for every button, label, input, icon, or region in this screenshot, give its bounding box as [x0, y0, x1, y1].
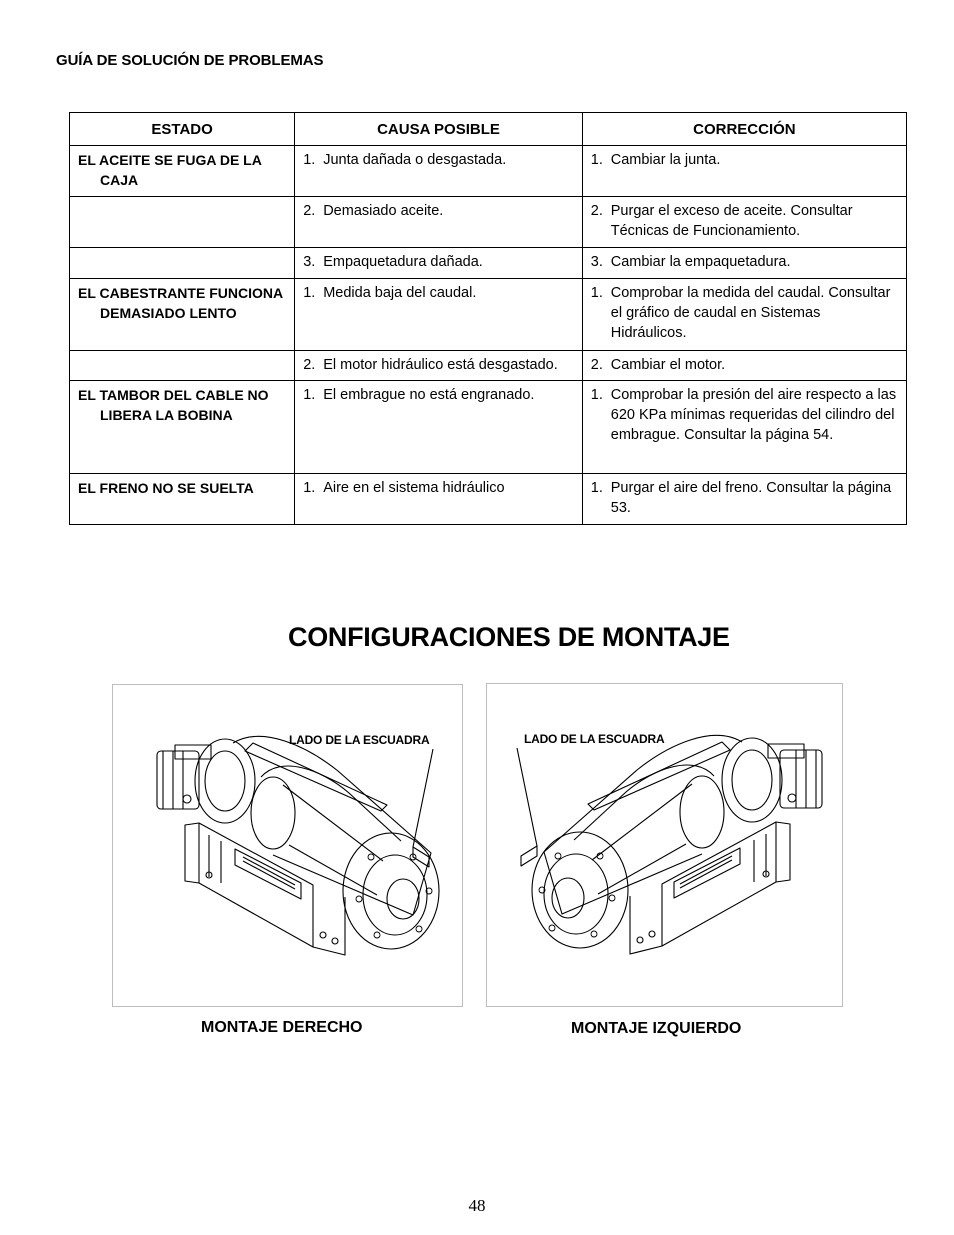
causa-num: 1.	[303, 480, 316, 496]
correccion-num: 1.	[590, 152, 603, 168]
causa-text: Medida baja del caudal.	[323, 285, 477, 301]
causa-cell	[295, 474, 583, 525]
section-title: GUÍA DE SOLUCIÓN DE PROBLEMAS	[56, 52, 324, 69]
winch-drawing-right	[113, 685, 462, 1006]
causa-cell	[295, 248, 583, 279]
causa-num: 1.	[303, 152, 316, 168]
estado-cell: EL TAMBOR DEL CABLE NO LIBERA LA BOBINA	[70, 381, 295, 474]
estado-cell	[70, 248, 295, 279]
table-row	[70, 381, 907, 474]
correccion-num: 3.	[590, 254, 603, 270]
correccion-cell	[582, 279, 906, 351]
causa-text: El embrague no está engranado.	[323, 387, 535, 403]
correccion-cell	[582, 351, 906, 381]
caption-right-mount: MONTAJE DERECHO	[201, 1019, 363, 1036]
bracket-side-callout: LADO DE LA ESCUADRA	[289, 733, 430, 747]
correccion-cell	[582, 197, 906, 248]
causa-text: Junta dañada o desgastada.	[323, 152, 507, 168]
causa-text: Empaquetadura dañada.	[323, 254, 483, 270]
header-causa: CAUSA POSIBLE	[295, 113, 583, 146]
table-row	[70, 146, 907, 197]
causa-cell	[295, 381, 583, 474]
header-estado: ESTADO	[70, 113, 295, 146]
correccion-text: Purgar el exceso de aceite. Consultar Técnicas de Funcionamiento.	[610, 203, 853, 239]
correccion-cell	[582, 474, 906, 525]
caption-left-mount: MONTAJE IZQUIERDO	[571, 1020, 742, 1037]
table-row	[70, 351, 907, 381]
estado-cell: EL FRENO NO SE SUELTA	[70, 474, 295, 525]
causa-cell	[295, 146, 583, 197]
estado-cell	[70, 351, 295, 381]
header-correccion: CORRECCIÓN	[582, 113, 906, 146]
causa-text: El motor hidráulico está desgastado.	[323, 357, 558, 373]
table-row	[70, 279, 907, 351]
mounting-left-figure	[486, 683, 843, 1007]
causa-cell	[295, 197, 583, 248]
causa-cell	[295, 279, 583, 351]
winch-drawing-left	[487, 684, 842, 1006]
correccion-num: 1.	[590, 480, 603, 496]
causa-num: 2.	[303, 203, 316, 219]
table-row	[70, 248, 907, 279]
causa-num: 2.	[303, 357, 316, 373]
mounting-right-figure	[112, 684, 463, 1007]
table-header-row	[70, 113, 907, 146]
correccion-text: Cambiar el motor.	[610, 357, 726, 373]
estado-cell: EL CABESTRANTE FUNCIONA DEMASIADO LENTO	[70, 279, 295, 351]
causa-text: Demasiado aceite.	[323, 203, 444, 219]
correccion-text: Comprobar la medida del caudal. Consultar el gráfico de caudal en Sistemas Hidráulicos.	[610, 285, 891, 341]
correccion-num: 2.	[590, 203, 603, 219]
causa-num: 1.	[303, 387, 316, 403]
estado-cell	[70, 197, 295, 248]
causa-num: 3.	[303, 254, 316, 270]
bracket-side-callout: LADO DE LA ESCUADRA	[524, 732, 665, 746]
mounting-title: CONFIGURACIONES DE MONTAJE	[288, 622, 730, 652]
correccion-cell	[582, 381, 906, 474]
correccion-num: 1.	[590, 285, 603, 301]
table-row	[70, 197, 907, 248]
correccion-text: Purgar el aire del freno. Consultar la página 53.	[610, 480, 892, 516]
troubleshooting-table	[69, 112, 907, 525]
correccion-text: Comprobar la presión del aire respecto a las 620 KPa mínimas requeridas del cilindro del embrague. Consultar la página 54.	[610, 387, 897, 443]
correccion-text: Cambiar la junta.	[610, 152, 721, 168]
causa-text: Aire en el sistema hidráulico	[323, 480, 505, 496]
page-number: 48	[468, 1196, 486, 1215]
correccion-cell	[582, 248, 906, 279]
correccion-cell	[582, 146, 906, 197]
table-row	[70, 474, 907, 525]
estado-cell: EL ACEITE SE FUGA DE LA CAJA	[70, 146, 295, 197]
causa-cell	[295, 351, 583, 381]
causa-num: 1.	[303, 285, 316, 301]
correccion-num: 1.	[590, 387, 603, 403]
correccion-text: Cambiar la empaquetadura.	[610, 254, 791, 270]
correccion-num: 2.	[590, 357, 603, 373]
